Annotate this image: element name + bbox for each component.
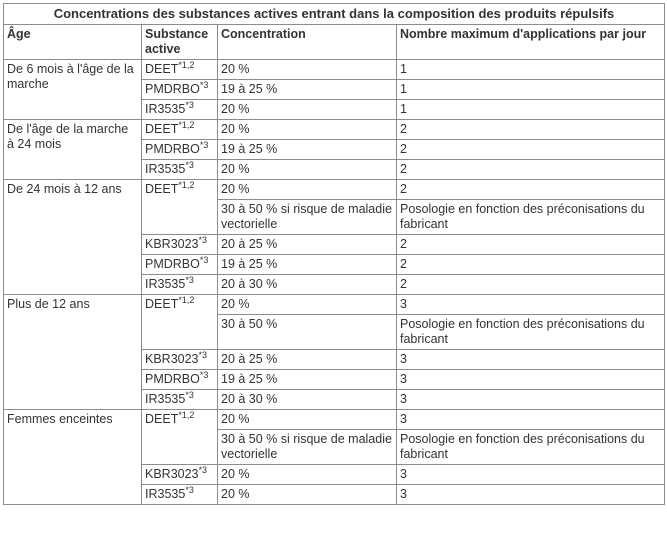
substance-cell xyxy=(142,120,218,140)
substance-cell xyxy=(142,140,218,160)
max-applications-cell: 3 xyxy=(397,410,665,430)
age-cell: De l'âge de la marche à 24 mois xyxy=(4,120,142,180)
max-applications-cell: 2 xyxy=(397,235,665,255)
concentration-cell: 19 à 25 % xyxy=(218,370,397,390)
substance-footnote: *3 xyxy=(185,389,194,400)
substance-cell xyxy=(142,160,218,180)
max-applications-cell: 2 xyxy=(397,120,665,140)
concentration-cell: 20 % xyxy=(218,60,397,80)
max-applications-cell: 2 xyxy=(397,160,665,180)
max-applications-cell: Posologie en fonction des préconisations du fabricant xyxy=(397,315,665,350)
table-body xyxy=(4,60,665,505)
age-cell: De 6 mois à l'âge de la marche xyxy=(4,60,142,120)
substance-cell xyxy=(142,295,218,350)
repellent-table xyxy=(3,3,665,505)
max-applications-cell: 1 xyxy=(397,100,665,120)
concentration-cell: 19 à 25 % xyxy=(218,80,397,100)
substance-name: IR3535 xyxy=(145,162,186,176)
substance-cell xyxy=(142,60,218,80)
substance-footnote: *3 xyxy=(199,254,209,265)
substance-name: IR3535 xyxy=(145,102,186,116)
substance-name: KBR3023 xyxy=(145,237,199,251)
substance-name: KBR3023 xyxy=(145,467,199,481)
header-substance: Substance active xyxy=(142,25,218,60)
concentration-cell: 20 % xyxy=(218,465,397,485)
max-applications-cell: 3 xyxy=(397,350,665,370)
substance-footnote: *3 xyxy=(198,464,208,475)
substance-cell xyxy=(142,180,218,235)
substance-name: DEET xyxy=(145,62,179,76)
substance-name: PMDRBO xyxy=(145,142,200,156)
concentration-cell: 20 % xyxy=(218,100,397,120)
substance-footnote: *3 xyxy=(199,139,209,150)
concentration-cell: 20 % xyxy=(218,180,397,200)
substance-footnote: *1,2 xyxy=(178,59,195,70)
table-row xyxy=(4,180,665,200)
concentration-cell: 20 à 25 % xyxy=(218,235,397,255)
concentration-cell: 20 % xyxy=(218,295,397,315)
substance-cell xyxy=(142,100,218,120)
concentration-cell: 30 à 50 % si risque de maladie vectorielle xyxy=(218,200,397,235)
header-age: Âge xyxy=(4,25,142,60)
max-applications-cell: 2 xyxy=(397,255,665,275)
substance-footnote: *3 xyxy=(199,79,209,90)
substance-footnote: *1,2 xyxy=(178,409,195,420)
substance-footnote: *1,2 xyxy=(178,294,195,305)
concentration-cell: 20 % xyxy=(218,485,397,505)
substance-footnote: *3 xyxy=(185,99,194,110)
substance-footnote: *3 xyxy=(185,274,194,285)
substance-name: DEET xyxy=(145,412,179,426)
concentration-cell: 20 % xyxy=(218,410,397,430)
concentration-cell: 19 à 25 % xyxy=(218,255,397,275)
substance-footnote: *3 xyxy=(199,369,209,380)
substance-cell xyxy=(142,255,218,275)
max-applications-cell: Posologie en fonction des préconisations du fabricant xyxy=(397,430,665,465)
substance-cell xyxy=(142,80,218,100)
substance-name: PMDRBO xyxy=(145,372,200,386)
max-applications-cell: 3 xyxy=(397,390,665,410)
max-applications-cell: 2 xyxy=(397,140,665,160)
table-row xyxy=(4,295,665,315)
substance-footnote: *3 xyxy=(198,349,208,360)
table-row xyxy=(4,60,665,80)
max-applications-cell: 2 xyxy=(397,180,665,200)
max-applications-cell: Posologie en fonction des préconisations du fabricant xyxy=(397,200,665,235)
max-applications-cell: 3 xyxy=(397,295,665,315)
substance-name: PMDRBO xyxy=(145,257,200,271)
concentration-cell: 30 à 50 % xyxy=(218,315,397,350)
concentration-cell: 19 à 25 % xyxy=(218,140,397,160)
concentration-cell: 20 % xyxy=(218,120,397,140)
table-row xyxy=(4,120,665,140)
table-title: Concentrations des substances actives entrant dans la composition des produits répulsifs xyxy=(3,3,665,24)
substance-footnote: *3 xyxy=(198,234,208,245)
max-applications-cell: 3 xyxy=(397,370,665,390)
substance-footnote: *3 xyxy=(185,484,194,495)
substance-name: IR3535 xyxy=(145,392,186,406)
max-applications-cell: 1 xyxy=(397,60,665,80)
concentration-cell: 20 à 25 % xyxy=(218,350,397,370)
header-max-applications: Nombre maximum d'applications par jour xyxy=(397,25,665,60)
header-row xyxy=(4,25,665,60)
max-applications-cell: 1 xyxy=(397,80,665,100)
age-cell: Plus de 12 ans xyxy=(4,295,142,410)
substance-footnote: *1,2 xyxy=(178,179,195,190)
substance-cell xyxy=(142,370,218,390)
substance-cell xyxy=(142,410,218,465)
substance-cell xyxy=(142,390,218,410)
substance-cell xyxy=(142,350,218,370)
substance-cell xyxy=(142,485,218,505)
substance-name: DEET xyxy=(145,182,179,196)
substance-cell xyxy=(142,275,218,295)
header-concentration: Concentration xyxy=(218,25,397,60)
age-cell: Femmes enceintes xyxy=(4,410,142,505)
substance-name: IR3535 xyxy=(145,277,186,291)
substance-name: KBR3023 xyxy=(145,352,199,366)
max-applications-cell: 3 xyxy=(397,485,665,505)
substance-footnote: *3 xyxy=(185,159,194,170)
substance-cell xyxy=(142,465,218,485)
substance-name: PMDRBO xyxy=(145,82,200,96)
concentration-cell: 30 à 50 % si risque de maladie vectorielle xyxy=(218,430,397,465)
concentration-cell: 20 à 30 % xyxy=(218,275,397,295)
max-applications-cell: 2 xyxy=(397,275,665,295)
substance-name: DEET xyxy=(145,122,179,136)
age-cell: De 24 mois à 12 ans xyxy=(4,180,142,295)
table-row xyxy=(4,410,665,430)
concentration-cell: 20 à 30 % xyxy=(218,390,397,410)
substance-name: DEET xyxy=(145,297,179,311)
concentration-cell: 20 % xyxy=(218,160,397,180)
substance-name: IR3535 xyxy=(145,487,186,501)
substance-footnote: *1,2 xyxy=(178,119,195,130)
substance-cell xyxy=(142,235,218,255)
max-applications-cell: 3 xyxy=(397,465,665,485)
